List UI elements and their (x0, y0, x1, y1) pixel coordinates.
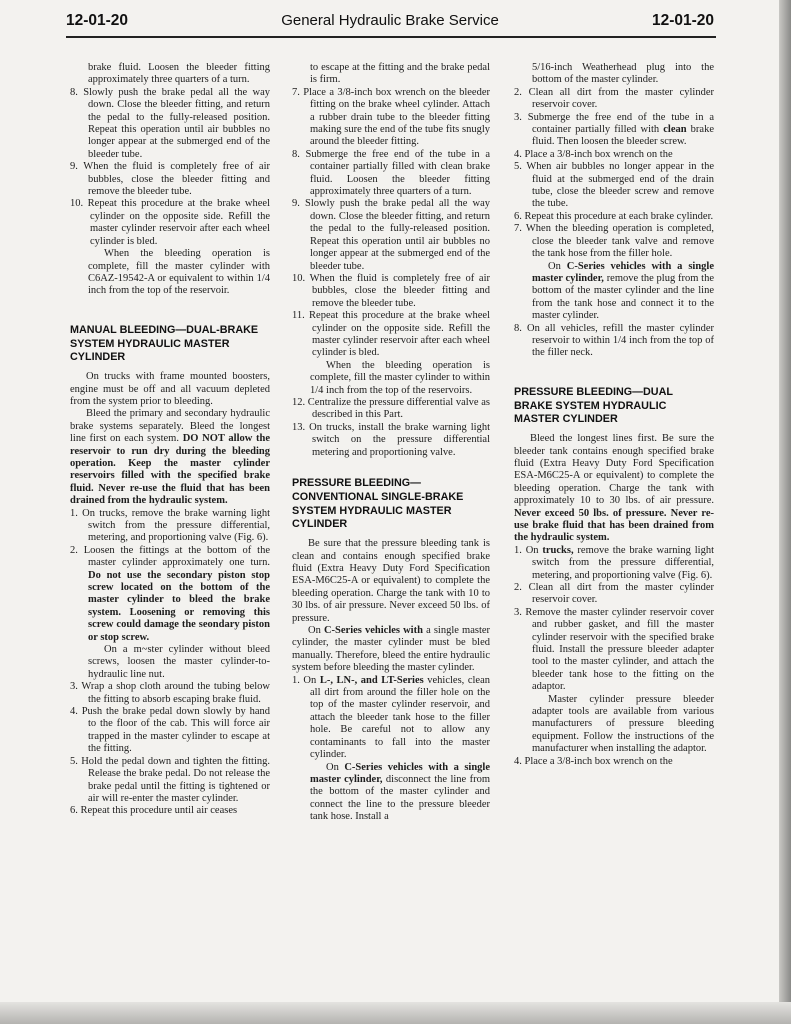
list-item: 4. Place a 3/8-inch box wrench on the (514, 148, 673, 160)
list-item: 5. When air bubbles no longer appear in the fluid at the submerged end of the drain tube, close the bleeder screw and remove the tube. (514, 161, 714, 210)
list-item: 5. Hold the pedal down and tighten the fitting. Release the brake pedal. Do not release the brake pedal until the fitting is tightened or air will re-enter the master cylinder. (70, 755, 270, 804)
list-item (514, 112, 714, 149)
paragraph: When the bleeding operation is complete, fill the master cylinder to within 1/4 inch from the top of the reservoirs. (310, 359, 490, 396)
text-span: On (326, 761, 339, 773)
bold-text: C-Series vehicles with (323, 625, 423, 637)
text-span: vehicles, clean all dirt from around the filler hole on the top of the master cylinder reservoir, and attach the bleeder tank hose to the filler hole. Be careful not to allow any contaminants to fall into the master cylinder. (310, 674, 490, 761)
bold-text: Never exceed 50 lbs. of pressure. Never re-use brake fluid that has been drained from the hydraulic system. (514, 507, 714, 544)
list-item: 1. On trucks, remove the brake warning light switch from the pressure differential, metering, and proportioning valve (Fig. 6). (70, 507, 270, 544)
bold-text: DO NOT allow the reservoir to run dry during the bleeding operation. Keep the master cylinder reservoirs filled with the specified brake fluid. Never re-use the fluid that has been drained from the hydraulic system. (70, 433, 271, 507)
text-span: remove the brake warning light switch from the pressure differential, metering, and proportioning valve (Fig. 6). (532, 544, 715, 581)
page-title: General Hydraulic Brake Service (281, 12, 499, 29)
list-item: 3. Remove the master cylinder reservoir cover and rubber gasket, and fill the master cylinder reservoir with the specified brake fluid. Install the pressure bleeder adapter tool to the master cylinder, and attach the bleeder tank hose to the fitting on the adaptor. (514, 606, 714, 693)
text-span: 1. On (514, 544, 539, 556)
section-heading: PRESSURE BLEEDING—DUAL BRAKE SYSTEM HYDRAULIC MASTER CYLINDER (514, 385, 673, 426)
list-item: 4. Place a 3/8-inch box wrench on the (514, 755, 673, 767)
list-item: 3. Wrap a shop cloth around the tubing below the fitting to absorb escaping brake fluid. (70, 681, 270, 705)
column-1 (70, 62, 270, 818)
text-span: remove the plug from the bottom of the master cylinder and the line from the tank hose and connect it to the master cylinder. (532, 272, 715, 322)
paragraph: Master cylinder pressure bleeder adapter tools are available from various manufacturers of pressure bleeding equipment. Follow the instructions of the manufacturer when installing the adaptor. (532, 693, 714, 755)
paragraph: Be sure that the pressure bleeding tank is clean and contains enough specified brake fluid (Extra Heavy Duty Ford Specification ESA-M6C25-A or equivalent) to complete the bleeding operation. Charge the tank with 10 to 30 lbs. of air pressure. Never exceed 50 lbs. of pressure. (292, 538, 490, 624)
section-heading: MANUAL BLEEDING—DUAL-BRAKE SYSTEM HYDRAULIC MASTER CYLINDER (70, 323, 259, 364)
page-bottom-edge-shadow (0, 1002, 791, 1024)
page-number-right: 12-01-20 (651, 12, 714, 29)
paragraph: brake fluid. Loosen the bleeder fitting approximately three quarters of a turn. (88, 62, 270, 86)
page-header (66, 12, 714, 36)
text-span: a single master cylinder, the master cylinder must be bled manually. Therefore, bleed the entire hydraulic system before bleeding the master cylinder. (292, 625, 491, 674)
paragraph (70, 408, 270, 507)
list-item: 11. Repeat this procedure at the brake wheel cylinder on the opposite side. Refill the master cylinder reservoir after each wheel cylinder is bled. (292, 310, 490, 359)
list-item (292, 675, 490, 762)
list-item: 13. On trucks, install the brake warning light switch on the pressure differential metering and proportioning valve. (292, 421, 490, 458)
paragraph (514, 433, 714, 545)
list-item: 10. When the fluid is completely free of air bubbles, close the bleeder fitting and remove the bleeder tube. (292, 272, 490, 309)
text-span: On (548, 260, 561, 272)
page-number-left: 12-01-20 (66, 12, 129, 29)
paragraph: When the bleeding operation is complete, fill the master cylinder with C6AZ-19542-A or equivalent to within 1/4 inch from the top of the reservoir. (88, 248, 270, 297)
bold-text: C-Series vehicles with a single master cylinder, (310, 761, 490, 785)
text-span: brake fluid. Then loosen the bleeder screw. (532, 124, 714, 148)
list-item (514, 545, 714, 582)
paragraph: to escape at the fitting and the brake pedal is firm. (310, 62, 490, 86)
list-item: 9. Slowly push the brake pedal all the way down. Close the bleeder fitting, and return the pedal to the fully-released position. Repeat this operation until air bubbles no longer appear at the submerged end of the bleeder tube. (292, 198, 490, 272)
text-span: 3. Submerge the free end of the tube in a container partially filled with (514, 111, 714, 136)
list-item: 8. Slowly push the brake pedal all the way down. Close the bleeder fitting, and return the pedal to the fully-released position. Repeat this operation until air bubbles no longer appear at the submerged end of the bleeder tube. (70, 86, 270, 160)
list-item: 7. When the bleeding operation is completed, close the bleeder tank valve and remove the tank hose from the filler hole. (514, 223, 714, 260)
bold-text: L-, LN-, and LT-Series (319, 674, 424, 686)
paragraph (514, 261, 714, 323)
paragraph: 5/16-inch Weatherhead plug into the bottom of the master cylinder. (532, 62, 714, 86)
bold-text: clean (663, 124, 687, 136)
list-item: 6. Repeat this procedure at each brake cylinder. (514, 210, 714, 222)
list-item: 8. Submerge the free end of the tube in a container partially filled with clean brake fluid. Loosen the bleeder fitting approximately three quarters of a turn. (292, 148, 490, 198)
header-rule (66, 36, 716, 38)
list-item: 8. On all vehicles, refill the master cylinder reservoir to within 1/4 inch from the top of the filler neck. (514, 322, 714, 359)
paragraph: On a m~ster cylinder without bleed screws, loosen the master cylinder-to-hydraulic line nut. (88, 644, 270, 680)
text-span: On (308, 625, 321, 637)
text-span: Bleed the longest lines first. Be sure the bleeder tank contains enough specified brake fluid (Extra Heavy Duty Ford Specification ESA-M6C25-A or equivalent) to complete the bleeding operation. Charge the tank with approximately 10 to 30 lbs. of air pressure. (514, 433, 714, 507)
list-item (70, 545, 270, 644)
list-item: 2. Clean all dirt from the master cylinder reservoir cover. (514, 86, 714, 111)
page-right-edge-shadow (779, 0, 791, 1024)
bold-text: trucks, (542, 544, 574, 556)
text-span: Bleed the primary and secondary hydraulic brake systems separately. Bleed the longest line first on each system. (70, 408, 270, 445)
list-item: 6. Repeat this procedure until air ceases (70, 805, 238, 817)
section-heading: PRESSURE BLEEDING—CONVENTIONAL SINGLE-BRAKE SYSTEM HYDRAULIC MASTER CYLINDER (292, 477, 464, 531)
text-span: disconnect the line from the bottom of the master cylinder and connect the line to the pressure bleeder tank hose. Install a (310, 773, 490, 823)
list-item: 12. Centralize the pressure differential valve as described in this Part. (292, 396, 490, 421)
column-2 (292, 62, 490, 824)
paragraph (292, 625, 490, 675)
text-span: 1. On (292, 674, 317, 686)
list-item: 2. Clean all dirt from the master cylinder reservoir cover. (514, 582, 714, 606)
list-item: 10. Repeat this procedure at the brake wheel cylinder on the opposite side. Refill the master cylinder reservoir after each wheel cylinder is bled. (70, 198, 270, 247)
column-3 (514, 62, 714, 768)
paragraph: On trucks with frame mounted boosters, engine must be off and all vacuum depleted from the system prior to bleeding. (70, 371, 270, 407)
bold-text: C-Series vehicles with a single master cylinder, (532, 260, 715, 284)
list-item: 9. When the fluid is completely free of air bubbles, close the bleeder fitting and remove the bleeder tube. (70, 161, 270, 198)
paragraph (292, 762, 490, 824)
bold-text: Do not use the secondary piston stop screw located on the bottom of the master cylinder to bleed the brake system. Loosening or removing this screw could damage the seondary piston or stop screw. (88, 569, 270, 643)
list-item: 4. Push the brake pedal down slowly by hand to the floor of the cab. This will force air trapped in the master cylinder to escape at the fitting. (70, 706, 270, 755)
text-span: 2. Loosen the fittings at the bottom of the master cylinder approximately one turn. (70, 544, 270, 569)
list-item: 7. Place a 3/8-inch box wrench on the bleeder fitting on the brake wheel cylinder. Attach a rubber drain tube to the bleeder fitting making sure the end of the tube fits snugly around the bleeder fitting. (292, 86, 490, 148)
